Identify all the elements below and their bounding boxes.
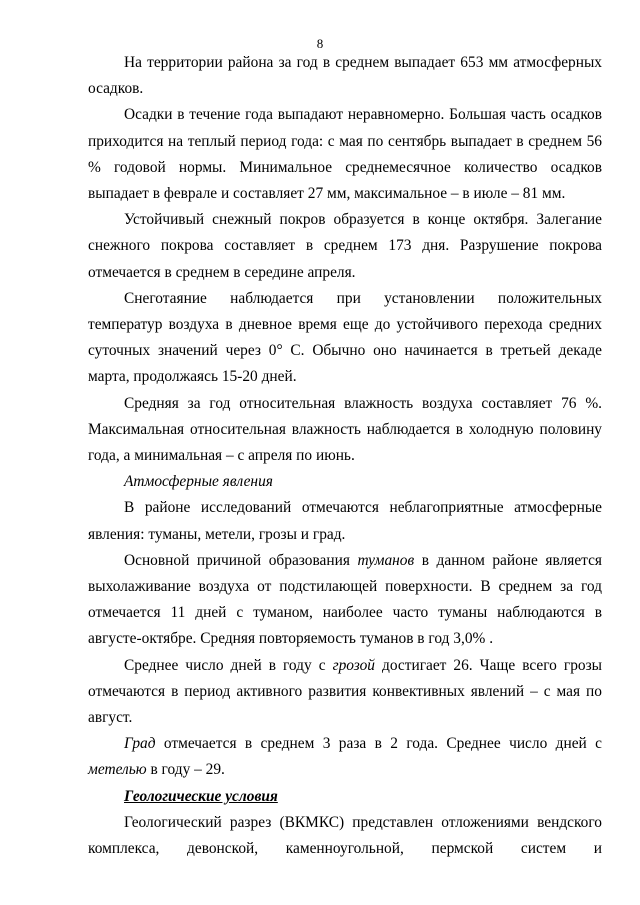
paragraph-hail-blizzard — [88, 731, 602, 783]
paragraph-annual-precipitation: На территории района за год в среднем выпадает 653 мм атмосферных осадков. — [88, 54, 602, 98]
paragraph-snowmelt: Снеготаяние наблюдается при установлении положительных температур воздуха в дневное время еще до устойчивого перехода средних суточных значений через 0° С. Обычно оно начинается в третьей декаде марта, продолжаясь 15-20 дней. — [88, 289, 602, 386]
hail-term: Град — [124, 735, 156, 753]
paragraph-precipitation-distribution: Осадки в течение года выпадают неравномерно. Большая часть осадков приходится на теплый период года: с мая по сентябрь выпадает в среднем 56 % годовой нормы. Минимальное среднемесячное количество осадков выпадает в феврале и составляет 27 мм, максимальное – в июле – 81 мм. — [88, 106, 602, 203]
page-body — [88, 50, 602, 862]
geological-heading-text: Геологические условия — [124, 787, 278, 805]
paragraph-geological-section: Геологический разрез (ВКМКС) представлен отложениями вендского комплекса, девонской, каменноугольной, пермской систем и — [88, 813, 602, 858]
paragraph-snow-cover: Устойчивый снежный покров образуется в конце октября. Залегание снежного покрова составляет в среднем 173 дня. Разрушение покрова отмечается в среднем в середине апреля. — [88, 211, 602, 281]
hail-text: отмечается в среднем 3 раза в 2 года. Среднее число дней с — [155, 735, 602, 753]
heading-geological-conditions — [88, 784, 602, 810]
page-number: 8 — [316, 36, 324, 51]
fog-text-start: Основной причиной образования — [124, 551, 358, 569]
thunderstorm-term: грозой — [332, 656, 375, 674]
heading-atmospheric-phenomena: Атмосферные явления — [124, 473, 273, 491]
fog-term: туманов — [357, 551, 415, 569]
paragraph-thunderstorm — [88, 653, 602, 732]
paragraph-adverse-phenomena: В районе исследований отмечаются неблагоприятные атмосферные явления: туманы, метели, грозы и град. — [88, 499, 602, 543]
paragraph-fog — [88, 548, 602, 653]
blizzard-term: метелью — [88, 761, 147, 779]
blizzard-text: в году – 29. — [146, 761, 225, 779]
thunderstorm-text-end: достигает 26. Чаще всего грозы отмечаются в период активного развития конвективных явлений – с мая по август. — [88, 656, 603, 727]
thunderstorm-text-start: Среднее число дней в году с — [124, 656, 333, 674]
fog-text-end: в данном районе является выхолаживание воздуха от подстилающей поверхности. В среднем за год отмечается 11 дней с туманом, наиболее часто туманы наблюдаются в августе-октябре. Средняя повторяемость туманов в год 3,0% . — [88, 551, 602, 648]
paragraph-humidity: Средняя за год относительная влажность воздуха составляет 76 %. Максимальная относительная влажность наблюдается в холодную половину года, а минимальная – с апреля по июнь. — [88, 394, 602, 465]
